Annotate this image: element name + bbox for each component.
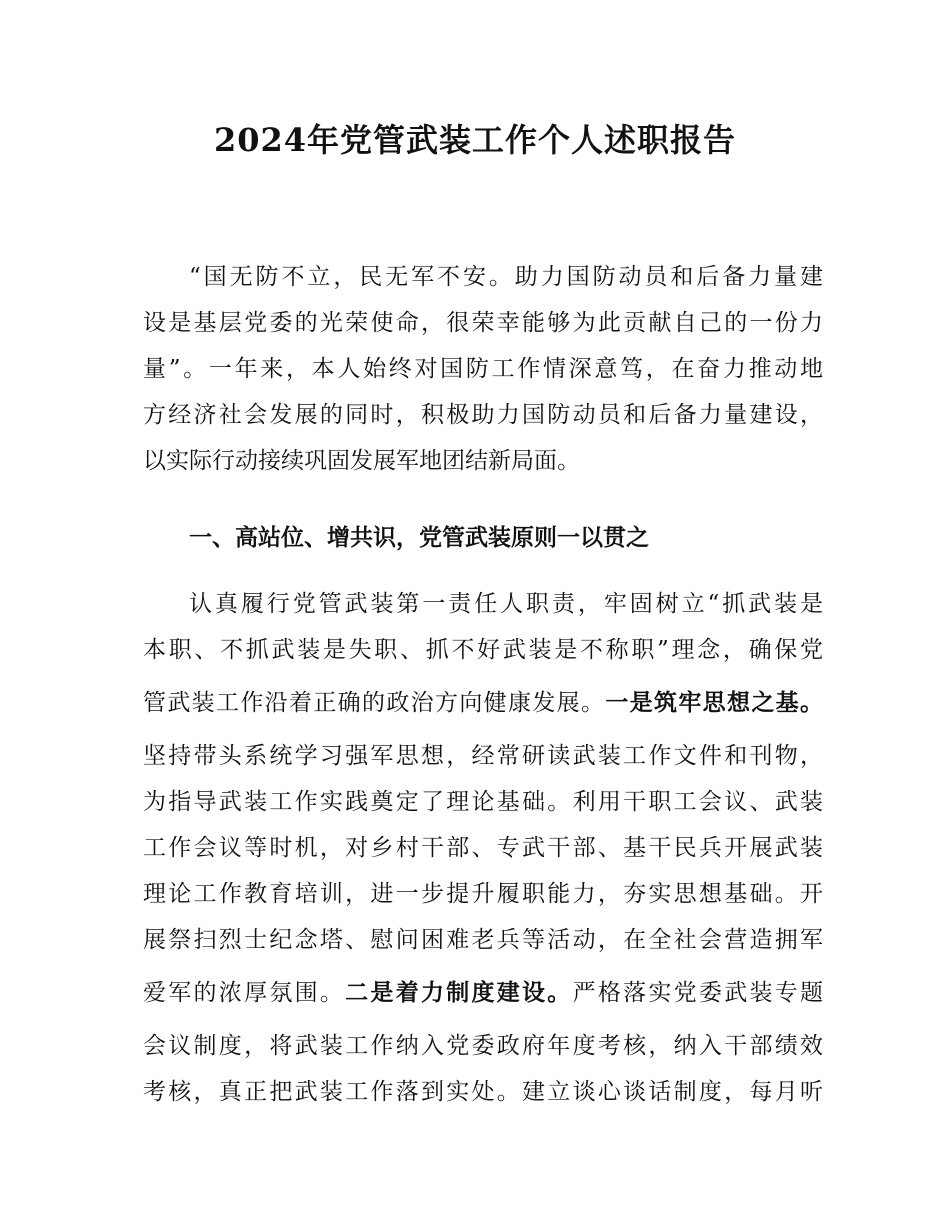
body-line-9 (143, 975, 823, 1011)
body-line-1: 认真履行党管武装第一责任人职责，牢固树立“抓武装是 (189, 591, 823, 617)
body-line-10: 会议制度，将武装工作纳入党委政府年度考核，纳入干部绩效 (143, 1033, 823, 1059)
body-line-5: 为指导武装工作实践奠定了理论基础。利用干职工会议、武装 (143, 789, 823, 815)
document-title: 2024年党管武装工作个人述职报告 (213, 121, 737, 159)
body-line-4: 坚持带头系统学习强军思想，经常研读武装工作文件和刊物， (143, 743, 823, 769)
point-one-label: 一是筑牢思想之基。 (605, 690, 824, 716)
body-line-11: 考核，真正把武装工作落到实处。建立谈心谈话制度，每月听 (143, 1079, 823, 1105)
intro-line-3: 量”。一年来，本人始终对国防工作情深意笃，在奋力推动地 (143, 356, 823, 382)
body-line-9-text-before: 爱军的浓厚氛围。 (143, 980, 346, 1006)
body-line-7: 理论工作教育培训，进一步提升履职能力，夯实思想基础。开 (143, 881, 823, 907)
point-two-label: 二是着力制度建设。 (345, 980, 573, 1006)
body-line-6: 工作会议等时机，对乡村干部、专武干部、基干民兵开展武装 (143, 835, 823, 861)
body-line-9-text-after: 严格落实党委武装专题 (572, 980, 824, 1006)
section-heading-1: 一、高站位、增共识，党管武装原则一以贯之 (189, 525, 649, 551)
body-line-3-text: 管武装工作沿着正确的政治方向健康发展。 (143, 690, 606, 716)
intro-line-4: 方经济社会发展的同时，积极助力国防动员和后备力量建设， (143, 402, 823, 428)
intro-line-1: “国无防不立，民无军不安。助力国防动员和后备力量建 (189, 264, 823, 290)
body-line-3 (143, 685, 823, 721)
body-line-2: 本职、不抓武装是失职、抓不好武装是不称职”理念，确保党 (143, 637, 823, 663)
body-line-8: 展祭扫烈士纪念塔、慰问困难老兵等活动，在全社会营造拥军 (143, 927, 823, 953)
intro-line-5: 以实际行动接续巩固发展军地团结新局面。 (143, 448, 580, 474)
intro-line-2: 设是基层党委的光荣使命，很荣幸能够为此贡献自己的一份力 (143, 310, 823, 336)
